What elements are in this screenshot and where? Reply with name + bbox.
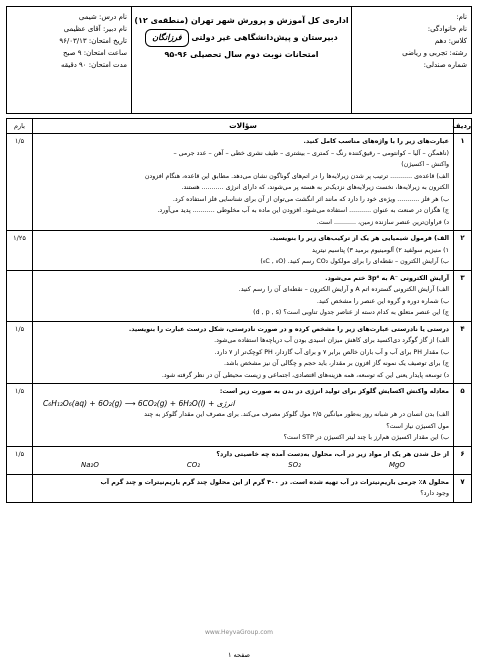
question-line: د) توسعه پایدار یعنی این که توسعه، همه هزینه‌های اقتصادی، اجتماعی و زیست محیطی آن در نظر گرفته شود. <box>161 371 449 379</box>
student-family: نام خانوادگی: <box>427 25 467 33</box>
school-name: دبیرستان و پیش‌دانشگاهی غیر دولتی فرزانگان <box>132 29 351 47</box>
question-score: ۱/۵ <box>7 447 33 474</box>
exam-duration: مدت امتحان: ۹۰ دقیقه <box>60 61 127 69</box>
question-row <box>7 134 471 231</box>
watermark: www.HeyvaGroup.com <box>204 629 274 636</box>
question-line: معادله واکنش اکسایش گلوکز برای تولید انرژی در بدن به صورت زیر است: <box>219 388 449 395</box>
question-number: ۵ <box>453 384 471 446</box>
compound-list <box>37 460 449 472</box>
school-title <box>131 7 351 113</box>
questions-table <box>6 118 472 503</box>
compound-formula: Na₂O <box>81 461 99 469</box>
exam-time: ساعت امتحان: ۹ صبح <box>62 49 127 57</box>
question-line: ب) این مقدار اکسیژن هم‌ارز با چند لیتر اکسیژن در STP است؟ <box>283 434 449 441</box>
question-text <box>33 231 453 270</box>
question-number: ۱ <box>453 134 471 230</box>
question-row <box>7 322 471 385</box>
student-name: نام: <box>456 13 467 21</box>
question-line: (ناهمگن – آلیا – کوانتومی – رقیق‌کننده رنگ – کمتری – بیشتری – طیف نشری خطی – آهن – عدد جرمی – <box>173 149 449 157</box>
question-line: ۱) منیزیم سولفید ۲) آلومینیوم برمید ۳) پتاسیم نیترید <box>312 246 449 254</box>
question-line: الف) فرمول شیمیایی هر یک از ترکیب‌های زیر را بنویسید. <box>269 235 449 242</box>
question-line: الکترون به زیرلایه‌ها، نخست زیرلایه‌های نزدیک‌تر به هسته پر می‌شوند، که دارای انرژی ........... هستند. <box>181 184 449 191</box>
col-row-number: ردیف <box>453 119 471 133</box>
question-score: ۱/۵ <box>7 322 33 384</box>
question-line: درستی یا نادرستی عبارت‌های زیر را مشخص کرده و در صورت نادرستی، شکل درست عبارت را بنویسید. <box>128 325 449 333</box>
question-text <box>33 322 453 384</box>
question-row <box>7 447 471 475</box>
seat-number: شماره صندلی: <box>423 61 467 69</box>
page-number: صفحه ۱ <box>227 651 251 659</box>
compound-formula: CO₂ <box>186 461 201 469</box>
course-name: نام درس: شیمی <box>78 13 127 21</box>
question-line: آرایش الکترونی ⁻A به 3p⁶ ختم می‌شود. <box>325 274 449 282</box>
question-line: ج) هگزان در صنعت به عنوان ........... استفاده می‌شود. افزودن این ماده به آب مخلوطی ........... پدید می‌آورد. <box>157 207 449 214</box>
student-info <box>351 7 471 113</box>
reaction-equation: C₆H₁₂O₆(aq) + 6O₂(g) ⟶ 6CO₂(g) + 6H₂O(l) + انرژی <box>43 398 235 408</box>
compound-formula: SO₂ <box>288 461 301 469</box>
question-line: ب) آرایش الکترون – نقطه‌ای را برای مولکول CO₂ رسم کنید. (₆C , ₈O) <box>260 258 449 265</box>
student-class: کلاس: دهم <box>434 37 467 45</box>
question-line: واکنش – اکسیژن) <box>401 161 449 168</box>
question-row <box>7 475 471 502</box>
question-line: الف) بدن انسان در هر شبانه روز به‌طور میانگین ۲/۵ مول گلوکز مصرف می‌کند. برای مصرف این مقدار گلوکز به چند <box>144 411 449 418</box>
question-line: ب) مقدار PH برای آب و آب باران خالص برابر ۷ و برای آب گازدار، PH کوچک‌تر از ۷ دارد. <box>214 348 449 356</box>
exam-date: تاریخ امتحان: ۹۶/۰۳/۱۳ <box>59 37 127 45</box>
question-number: ۴ <box>453 322 471 384</box>
question-score <box>7 475 33 502</box>
question-number: ۶ <box>453 447 471 474</box>
question-text <box>33 475 453 502</box>
table-header-row <box>7 119 471 134</box>
teacher-name: نام دبیر: آقای عظیمی <box>63 25 127 33</box>
question-line: الف) از گاز گوگرد دی‌اکسید برای کاهش میزان اسیدی بودن آب دریاچه‌ها استفاده می‌شود. <box>214 337 449 344</box>
question-text <box>33 271 453 321</box>
office-title: اداره‌ی کل آموزش و پرورش شهر تهران (منطقه‌ی ۱۲) <box>134 16 349 25</box>
student-field: رشته: تجربی و ریاضی <box>402 49 467 57</box>
question-line: ج) این عنصر متعلق به کدام دسته از عناصر جدول تناوبی است؟ (d , p , s) <box>253 309 449 316</box>
question-line: الف) آرایش الکترونی گسترده اتم A و آرایش الکترون – نقطه‌ای آن را رسم کنید. <box>238 286 449 293</box>
question-score <box>7 271 33 321</box>
question-line: ب) شماره دوره و گروه این عنصر را مشخص کنید. <box>316 297 449 305</box>
question-row <box>7 231 471 271</box>
question-line: الف) قاعده‌ی ........... ترتیب پر شدن زیرلایه‌ها را در اتم‌های گوناگون نشان می‌دهد. مطابق این قاعده، هنگام افزودن <box>144 172 449 180</box>
question-line: از حل شدن هر یک از مواد زیر در آب، محلول به‌دست آمده چه خاصیتی دارد؟ <box>216 450 449 458</box>
question-score: ۱/۲۵ <box>7 231 33 270</box>
exam-session: امتحانات نوبت دوم سال تحصیلی ۹۶-۹۵ <box>164 50 319 59</box>
question-line: وجود دارد؟ <box>420 490 449 497</box>
question-line: مول اکسیژن نیاز است؟ <box>386 422 449 430</box>
question-line: عبارت‌های زیر را با واژه‌های مناسب کامل کنید. <box>303 138 449 145</box>
question-line: ب) هر فلز ........... ویژه‌ی خود را دارد که مانند اثر انگشت می‌توان از آن برای شناسایی فلز استفاده کرد. <box>172 195 449 203</box>
question-row <box>7 271 471 322</box>
question-number: ۷ <box>453 475 471 502</box>
question-line: ج) برای توصیف یک نمونه گاز افزون بر مقدار، باید حجم و چگالی آن نیز مشخص باشد. <box>223 360 449 367</box>
compound-formula: MgO <box>388 461 405 469</box>
question-score: ۱/۵ <box>7 384 33 446</box>
question-text <box>33 134 453 230</box>
question-text <box>33 384 453 446</box>
question-number: ۳ <box>453 271 471 321</box>
exam-header <box>6 6 472 114</box>
question-number: ۲ <box>453 231 471 270</box>
school-logo: فرزانگان <box>145 29 188 47</box>
question-row <box>7 384 471 447</box>
col-score: بارم <box>7 119 33 133</box>
question-score: ۱/۵ <box>7 134 33 230</box>
exam-info <box>7 7 133 113</box>
question-text <box>33 447 453 474</box>
col-questions: سؤالات <box>229 121 257 130</box>
question-line: د) فراوان‌ترین عنصر سازنده زمین، ........... است. <box>316 218 449 226</box>
question-line: محلول ۸٪ جرمی باریم‌نیترات در آب تهیه شده است. در ۴۰۰ گرم از این محلول چند گرم باریم‌نیترات و چند گرم آب <box>100 478 449 486</box>
